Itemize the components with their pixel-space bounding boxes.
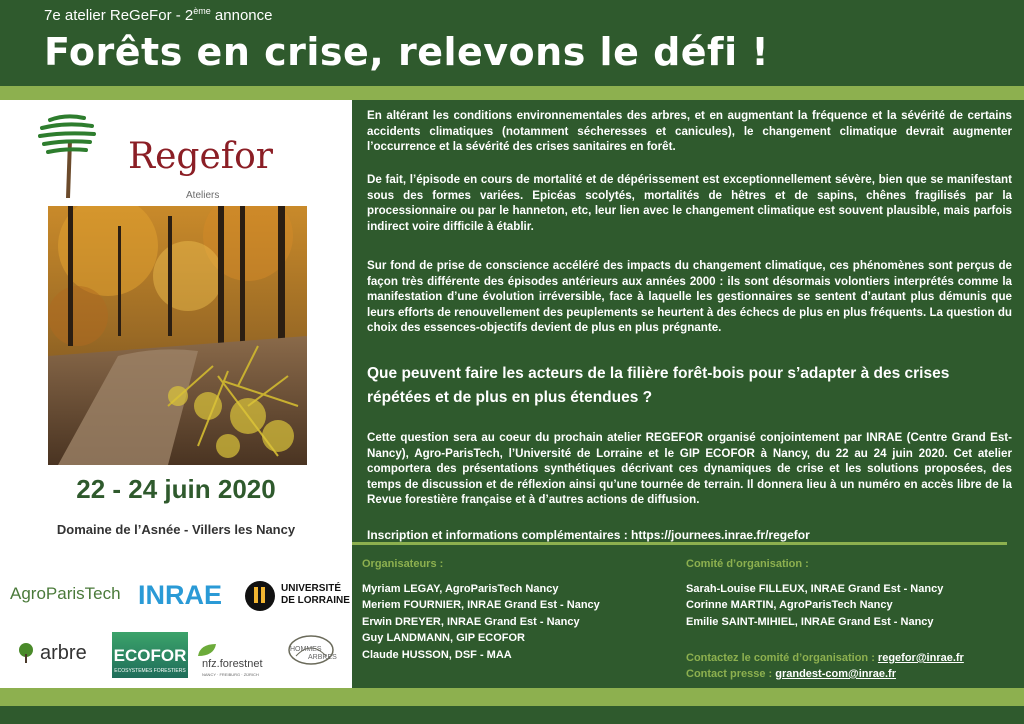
subtitle-sup: ème bbox=[193, 6, 211, 16]
top-band-divider bbox=[0, 86, 1024, 100]
logo-wordmark: Regefor bbox=[128, 136, 273, 177]
hommes-arbres-logo bbox=[286, 634, 336, 674]
comite-block bbox=[686, 556, 943, 630]
atelier-paragraph: Cette question sera au coeur du prochain atelier REGEFOR organisé conjointement par INRAE (Centre Grand Est-Nancy), Agro-ParisTech, l’Université de Lorraine et le GIP ECOFOR à Nancy, du 22 au 24 juin 2020. Cet atelier comportera des présentations synthétiques décrivant ces dynamiques de crise et les solutions proposées, des temps de discussion et de réflexion ainsi qu’une tournée de terrain. Il donnera lieu à un numéro en accès libre de la Revue forestière française et à d’autres actions de diffusion. bbox=[367, 431, 1012, 507]
arbre-label: arbre bbox=[40, 642, 87, 664]
organisateur-item: Guy LANDMANN, GIP ECOFOR bbox=[362, 632, 525, 644]
tree-logo-icon bbox=[36, 110, 106, 200]
agroparistech-label: AgroParisTech bbox=[10, 584, 121, 603]
event-subtitle bbox=[44, 6, 272, 24]
comite-item: Emilie SAINT-MIHIEL, INRAE Grand Est - Nancy bbox=[686, 615, 934, 628]
agroparistech-logo bbox=[10, 584, 121, 604]
organisateur-item: Myriam LEGAY, AgroParisTech Nancy bbox=[362, 582, 559, 595]
event-location: Domaine de l’Asnée - Villers les Nancy bbox=[56, 522, 296, 537]
contact-comite-label: Contactez le comité d’organisation : bbox=[686, 652, 878, 664]
regefor-logo bbox=[36, 110, 273, 201]
contacts-block bbox=[686, 650, 964, 682]
comite-title: Comité d’organisation : bbox=[686, 558, 809, 570]
comite-item: Corinne MARTIN, AgroParisTech Nancy bbox=[686, 599, 893, 611]
page-title: Forêts en crise, relevons le défi ! bbox=[44, 30, 770, 74]
bottom-band-divider bbox=[0, 688, 1024, 706]
context-paragraph: De fait, l’épisode en cours de mortalité et de dépérissement est exceptionnellement sévère, bien que se manifestant sous des formes variées. Epicéas scolytés, mortalités de hêtres et de sapins, chênes fragilisés par la processionnaire ou par le hanneton, etc, leur lien avec le changement climatique est souvent plausible, mais parfois indirect voire difficile à établir. bbox=[367, 173, 1012, 233]
nfz-sublabel: NANCY · FREIBURG · ZÜRICH bbox=[202, 672, 259, 677]
left-panel bbox=[0, 100, 352, 688]
subtitle-end: annonce bbox=[210, 7, 273, 24]
inscription-link[interactable]: Inscription et informations complémentaires : https://journees.inrae.fr/regefor bbox=[367, 528, 810, 542]
organisateur-item: Erwin DREYER, INRAE Grand Est - Nancy bbox=[362, 615, 580, 628]
contact-presse-email[interactable]: grandest-com@inrae.fr bbox=[775, 668, 897, 680]
event-dates: 22 - 24 juin 2020 bbox=[76, 474, 276, 504]
nfz-label: nfz.forestnet bbox=[202, 658, 263, 670]
perception-paragraph: Sur fond de prise de conscience accéléré des impacts du changement climatique, ces phénomènes sont perçus de façon très différente des épisodes antérieurs aux années 2000 : ils sont désormais volontiers interprétés comme la manifestation d’une évolution irréversible, face à laquelle les gestionnaires se sentent d’autant plus démunis que leurs efforts de renouvellement des peuplements se heurtent à des échecs de plus en plus fréquents. La question du choix des essences-objectifs devient de plus en plus prégnante. bbox=[367, 259, 1012, 335]
comite-item: Sarah-Louise FILLEUX, INRAE Grand Est - Nancy bbox=[686, 582, 944, 595]
organisateurs-block bbox=[362, 556, 600, 663]
subtitle-main: 7e atelier ReGeFor - 2 bbox=[44, 7, 194, 24]
univ-line1: UNIVERSITÉ bbox=[281, 583, 342, 594]
ecofor-logo bbox=[112, 632, 188, 678]
hommes-line1: HOMMES bbox=[290, 646, 322, 653]
intro-paragraph: En altérant les conditions environnementales des arbres, et en augmentant la fréquence et la sévérité de certains accidents climatiques (notamment sécheresses et canicules), le changement climatique devrait augmenter l’occurrence et la sévérité des crises sanitaires en forêt. bbox=[367, 109, 1012, 154]
inrae-label: INRAE bbox=[138, 580, 223, 610]
arbre-tree-icon bbox=[16, 642, 36, 664]
header bbox=[0, 0, 1024, 86]
contact-presse-line bbox=[686, 666, 964, 682]
organisateur-item: Claude HUSSON, DSF - MAA bbox=[362, 648, 512, 661]
contact-comite-line bbox=[686, 650, 964, 666]
organisateurs-title: Organisateurs : bbox=[362, 558, 444, 570]
ecofor-sublabel: ECOSYSTEMES FORESTIERS bbox=[114, 668, 186, 674]
inrae-logo bbox=[138, 580, 222, 611]
univ-line2: DE LORRAINE bbox=[281, 595, 350, 606]
nfz-leaf-icon bbox=[196, 642, 218, 658]
forest-photo bbox=[48, 206, 307, 465]
logo-subtitle: Ateliers bbox=[186, 190, 220, 201]
hommes-line2: ARBRES bbox=[308, 654, 337, 661]
section-divider bbox=[352, 542, 1007, 545]
partner-logos bbox=[0, 576, 352, 688]
contact-comite-email[interactable]: regefor@inrae.fr bbox=[877, 652, 964, 664]
contact-presse-label: Contact presse : bbox=[686, 668, 776, 680]
ecofor-label: ECOFOR bbox=[113, 646, 187, 665]
ul-circle-icon bbox=[244, 580, 276, 612]
organisateur-item: Meriem FOURNIER, INRAE Grand Est - Nancy bbox=[362, 599, 600, 611]
key-question: Que peuvent faire les acteurs de la filière forêt-bois pour s’adapter à des crises répétées et de plus en plus étendues ? bbox=[367, 365, 950, 406]
